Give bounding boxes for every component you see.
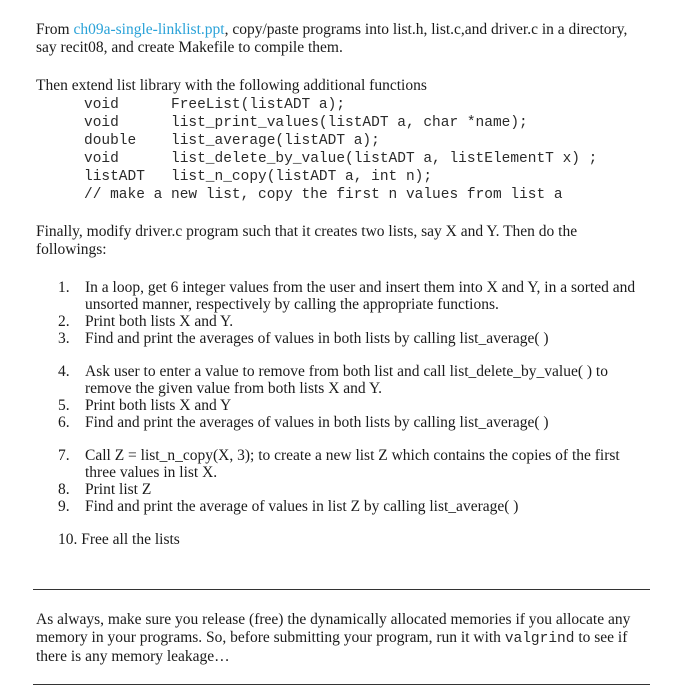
ppt-file-link[interactable]: ch09a-single-linklist.ppt xyxy=(73,21,225,38)
section-divider-top xyxy=(33,589,650,590)
list-item xyxy=(58,498,648,515)
code-line-delete-by-value xyxy=(84,150,597,168)
intro-suffix: , copy/paste programs into list.h, list.c,and driver.c in a directory, say recit08, and create Makefile to compile them. xyxy=(36,21,628,56)
finally-paragraph: Finally, modify driver.c program such that it creates two lists, say X and Y. Then do the followings: xyxy=(36,223,578,258)
signature: list_n_copy(listADT a, int n); xyxy=(171,169,433,185)
list-item xyxy=(58,279,648,313)
steps-list xyxy=(58,279,648,548)
step-number: 4. xyxy=(58,363,70,380)
code-comment: // make a new list, copy the first n values from list a xyxy=(84,187,563,203)
step-text: Find and print the averages of values in both lists by calling list_average( ) xyxy=(85,414,549,431)
closing-paragraph xyxy=(36,611,648,666)
return-type: void xyxy=(84,151,119,167)
intro-paragraph xyxy=(36,21,636,57)
section-divider-bottom xyxy=(33,684,650,685)
return-type: double xyxy=(84,133,137,149)
list-item xyxy=(58,363,648,397)
step-text: Print both lists X and Y xyxy=(85,397,232,414)
code-line-n-copy xyxy=(84,168,597,186)
step-text: Call Z = list_n_copy(X, 3); to create a new list Z which contains the copies of the first three values in list X. xyxy=(85,447,620,481)
return-type: void xyxy=(84,97,119,113)
list-item xyxy=(58,481,648,498)
code-line-print-values xyxy=(84,114,597,132)
return-type: listADT xyxy=(84,169,145,185)
list-item xyxy=(58,330,648,347)
signature: list_print_values(listADT a, char *name); xyxy=(171,115,528,131)
final-step: 10. Free all the lists xyxy=(58,531,180,548)
list-item xyxy=(58,447,648,481)
step-number: 1. xyxy=(58,279,70,296)
extend-heading: Then extend list library with the following additional functions xyxy=(36,77,427,94)
step-text: Find and print the average of values in list Z by calling list_average( ) xyxy=(85,498,519,515)
closing-text-after: to see if there is any memory leakage… xyxy=(36,629,628,665)
list-item xyxy=(58,313,648,330)
closing-text-before: As always, make sure you release (free) the dynamically allocated memories if you allocate any memory in your programs. So, before submitting your program, run it with xyxy=(36,611,631,646)
step-number: 5. xyxy=(58,397,70,414)
signature: FreeList(listADT a); xyxy=(171,97,346,113)
step-text: Find and print the averages of values in both lists by calling list_average( ) xyxy=(85,330,549,347)
code-line-average xyxy=(84,132,597,150)
step-text: Print list Z xyxy=(85,481,152,498)
step-number: 6. xyxy=(58,414,70,431)
valgrind-code: valgrind xyxy=(504,631,575,647)
step-number: 7. xyxy=(58,447,70,464)
signature: list_average(listADT a); xyxy=(171,133,380,149)
step-number: 8. xyxy=(58,481,70,498)
list-item xyxy=(58,397,648,414)
step-number: 3. xyxy=(58,330,70,347)
return-type: void xyxy=(84,115,119,131)
list-item xyxy=(58,414,648,431)
step-text: In a loop, get 6 integer values from the user and insert them into X and Y, in a sorted and unsorted manner, respectively by calling the appropriate functions. xyxy=(85,279,636,313)
signature: list_delete_by_value(listADT a, listElementT x) ; xyxy=(171,151,598,167)
intro-prefix: From xyxy=(36,21,74,38)
step-number: 2. xyxy=(58,313,70,330)
function-prototypes-code xyxy=(84,96,597,204)
code-line-freelist xyxy=(84,96,597,114)
step-number: 9. xyxy=(58,498,70,515)
step-text: Ask user to enter a value to remove from both list and call list_delete_by_value( ) to remove the given value from both lists X and Y. xyxy=(85,363,608,397)
step-text: Print both lists X and Y. xyxy=(85,313,234,330)
